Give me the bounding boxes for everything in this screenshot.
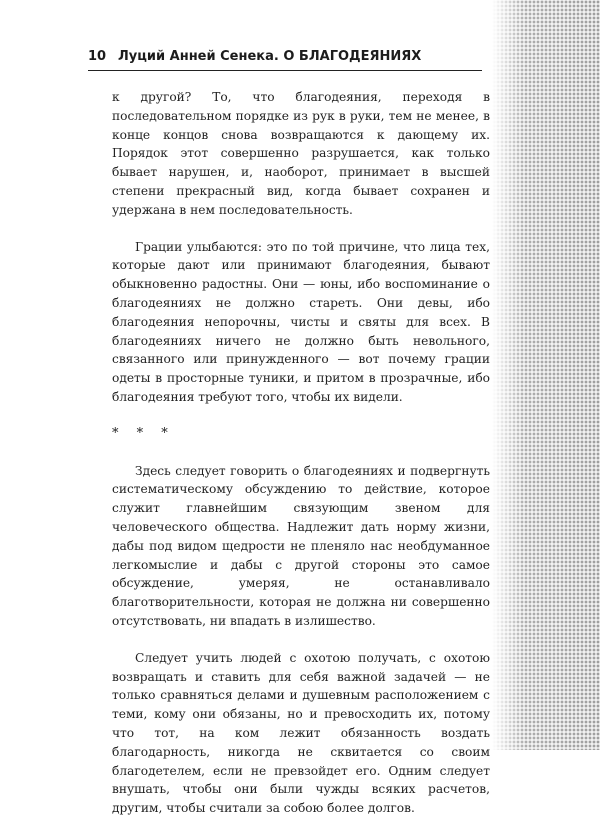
running-title: Луций Анней Сенека. О БЛАГОДЕЯНИЯХ [118, 49, 422, 64]
page-body [112, 88, 490, 818]
paragraph-continuation: к другой? То, что благодеяния, переходя в последовательном порядке из рук в руки, тем не менее, в конце концов снова возвращаются к дающему их. Порядок этот совершенно разрушается, как только бывает нарушен, и, наоборот, принимает в высшей степени прекрасный вид, когда бывает сохранен и удержана в нем последовательность. [112, 90, 490, 217]
paragraph-graces: Грации улыбаются: это по той причине, что лица тех, которые дают или принимают благодеяния, бывают обыкновенно радостны. Они — юны, ибо воспоминание о благодеяниях не должно стареть. Они девы, ибо благодеяния непорочны, чисты и святы для всех. В благодеяниях ничего не должно быть невольного, связанного или принужденного — вот почему грации одеты в просторные туники, и притом в прозрачные, ибо благодеяния требуют того, чтобы их видели. [112, 239, 490, 404]
paragraph-teaching-gratitude: Следует учить людей с охотою получать, с охотою возвращать и ставить для себя важной задачей — не только сравняться делами и душевным расположением с теми, кому они обязаны, но и превосходить их, потому что тот, на ком лежит обязанность воздать благодарность, никогда не сквитается со своим благодетелем, если не превзойдет его. Одним следует внушать, чтобы они были чужды всяких расчетов, другим, чтобы считали за собою более долгов. [112, 650, 490, 816]
running-header [88, 48, 482, 71]
page-edge-fade [492, 0, 600, 750]
paragraph-systematic-discussion: Здесь следует говорить о благодеяниях и подвергнуть систематическому обсуждению то действие, которое служит главнейшим связующим звеном для человеческого общества. Надлежит дать норму жизни, дабы под видом щедрости не пленяло нас необдуманное легкомыслие и дабы с другой стороны это самое обсуждение, умеряя, не останавливало благотворительности, которая не должна ни совершенно отсутствовать, ни впадать в излишество. [112, 463, 490, 628]
page-number: 10 [88, 49, 107, 64]
section-break: * * * [112, 425, 175, 441]
